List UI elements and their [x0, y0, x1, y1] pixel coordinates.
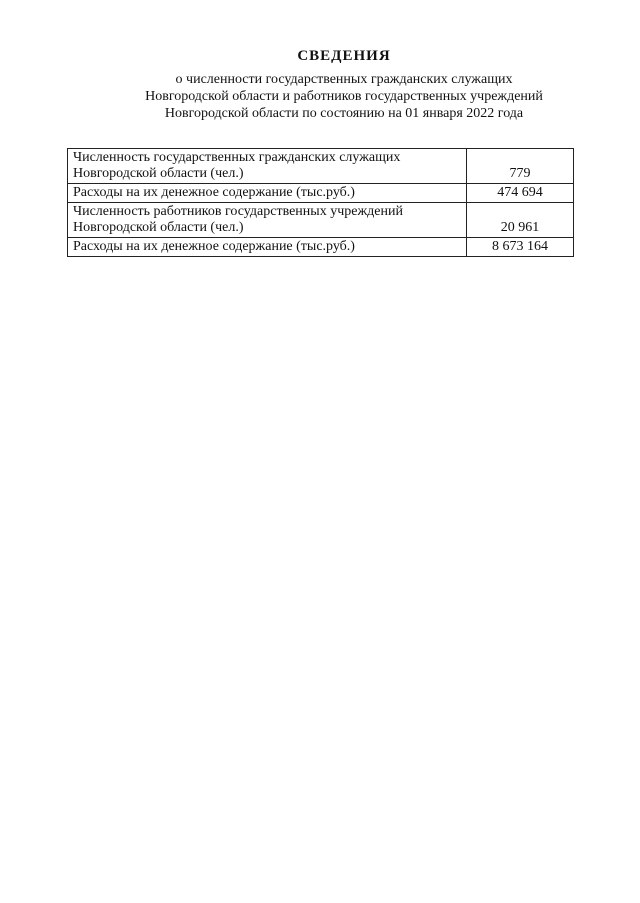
table-row-institution-workers-expenses — [68, 238, 574, 257]
subtitle-line-2: Новгородской области и работников государственных учреждений — [145, 89, 543, 104]
table-row-civil-servants-count — [68, 149, 574, 184]
row-value: 8 673 164 — [467, 238, 574, 257]
table-row-civil-servants-expenses — [68, 184, 574, 203]
document-title: СВЕДЕНИЯ — [297, 48, 391, 64]
row-value: 779 — [467, 149, 574, 184]
row-label-line: Расходы на их денежное содержание (тыс.руб.) — [73, 185, 355, 200]
statistics-table — [67, 148, 574, 257]
document-subtitle — [0, 71, 640, 122]
subtitle-line-3: Новгородской области по состоянию на 01 января 2022 года — [164, 106, 524, 121]
row-value: 474 694 — [467, 184, 574, 203]
row-label-line: Новгородской области (чел.) — [73, 166, 244, 181]
row-label — [68, 149, 467, 184]
table-row-institution-workers-count — [68, 203, 574, 238]
row-label-line: Новгородской области (чел.) — [73, 220, 244, 235]
row-value: 20 961 — [467, 203, 574, 238]
subtitle-line-1: о численности государственных гражданских служащих — [175, 72, 513, 87]
row-label — [68, 238, 467, 257]
row-label — [68, 203, 467, 238]
row-label-line: Численность работников государственных учреждений — [73, 204, 403, 219]
row-label-line: Расходы на их денежное содержание (тыс.руб.) — [73, 239, 355, 254]
row-label — [68, 184, 467, 203]
row-label-line: Численность государственных гражданских служащих — [73, 150, 401, 165]
